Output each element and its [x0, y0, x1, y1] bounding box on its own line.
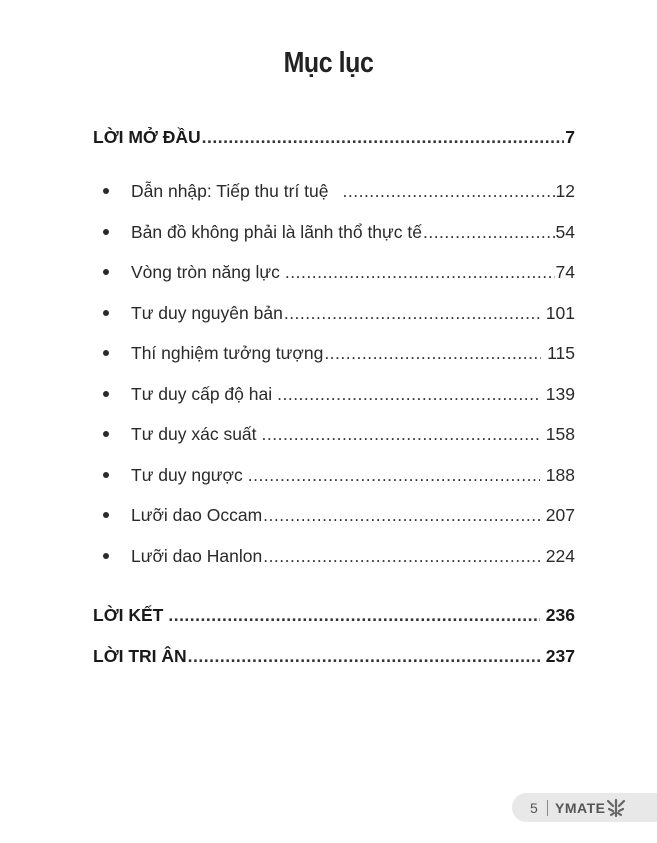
toc-leader-dots — [343, 180, 555, 202]
toc-entry-page: 12 — [555, 181, 575, 201]
toc-entry-1[interactable] — [131, 180, 575, 202]
toc-entry-page: 7 — [565, 127, 575, 147]
footer-divider — [547, 800, 548, 816]
toc-leader-dots — [263, 504, 540, 526]
bullet-icon — [103, 269, 109, 275]
toc-entry-title: LỜI KẾT — [93, 605, 164, 625]
bullet-icon — [103, 553, 109, 559]
toc-entry-page: 224 — [545, 546, 575, 566]
bullet-icon — [103, 512, 109, 518]
toc-entry-title: Lưỡi dao Hanlon — [131, 546, 263, 566]
toc-entry-page: 158 — [545, 424, 575, 444]
toc-leader-dots — [284, 302, 540, 324]
toc-leader-dots — [423, 221, 555, 243]
toc-leader-dots — [285, 261, 555, 283]
toc-entry-page: 237 — [545, 646, 575, 666]
toc-entry-8[interactable] — [131, 464, 575, 486]
toc-entry-title: Tư duy xác suất — [131, 424, 257, 444]
toc-leader-dots — [168, 604, 539, 626]
toc-entry-title: Tư duy cấp độ hai — [131, 384, 273, 404]
toc-entry-7[interactable] — [131, 423, 575, 445]
toc-entry-title: LỜI MỞ ĐẦU — [93, 127, 201, 147]
toc-entry-title: Thí nghiệm tưởng tượng — [131, 343, 324, 363]
toc-entry-page: 54 — [555, 222, 575, 242]
toc-leader-dots — [202, 126, 565, 148]
footer-brand: YMATE — [555, 800, 606, 816]
toc-entry-acknowledgements[interactable] — [93, 645, 575, 667]
toc-entry-conclusion[interactable] — [93, 604, 575, 626]
toc-entry-title: Tư duy ngược — [131, 465, 243, 485]
toc-entry-5[interactable] — [131, 342, 575, 364]
toc-entry-4[interactable] — [131, 302, 575, 324]
bullet-icon — [103, 431, 109, 437]
bullet-icon — [103, 391, 109, 397]
bullet-icon — [103, 188, 109, 194]
toc-entry-page: 236 — [545, 605, 575, 625]
toc-entry-page: 188 — [545, 465, 575, 485]
toc-leader-dots — [263, 545, 540, 567]
toc-leader-dots — [277, 383, 540, 405]
toc-entry-3[interactable] — [131, 261, 575, 283]
toc-entry-intro[interactable] — [93, 126, 575, 148]
footer-page-number: 5 — [530, 800, 538, 816]
toc-entry-title: Dẫn nhập: Tiếp thu trí tuệ — [131, 181, 329, 201]
bullet-icon — [103, 350, 109, 356]
ymate-logo-icon — [605, 797, 627, 819]
toc-entry-6[interactable] — [131, 383, 575, 405]
toc-leader-dots — [262, 423, 540, 445]
bullet-icon — [103, 310, 109, 316]
page-title: Mục lục — [283, 47, 374, 79]
toc-entry-title: Lưỡi dao Occam — [131, 505, 263, 525]
toc-entry-2[interactable] — [131, 221, 575, 243]
toc-entry-10[interactable] — [131, 545, 575, 567]
toc-entry-page: 115 — [547, 343, 575, 363]
toc-entry-title: LỜI TRI ÂN — [93, 646, 187, 666]
toc-entry-page: 207 — [545, 505, 575, 525]
toc-leader-dots — [188, 645, 540, 667]
toc-entry-title: Tư duy nguyên bản — [131, 303, 283, 323]
bullet-icon — [103, 472, 109, 478]
toc-leader-dots — [248, 464, 540, 486]
toc-entry-title: Vòng tròn năng lực — [131, 262, 280, 282]
toc-entry-title: Bản đồ không phải là lãnh thổ thực tế — [131, 222, 422, 242]
toc-entry-page: 139 — [545, 384, 575, 404]
toc-entry-page: 101 — [545, 303, 575, 323]
toc-leader-dots — [324, 342, 541, 364]
bullet-icon — [103, 229, 109, 235]
toc-entry-9[interactable] — [131, 504, 575, 526]
toc-entry-page: 74 — [555, 262, 575, 282]
